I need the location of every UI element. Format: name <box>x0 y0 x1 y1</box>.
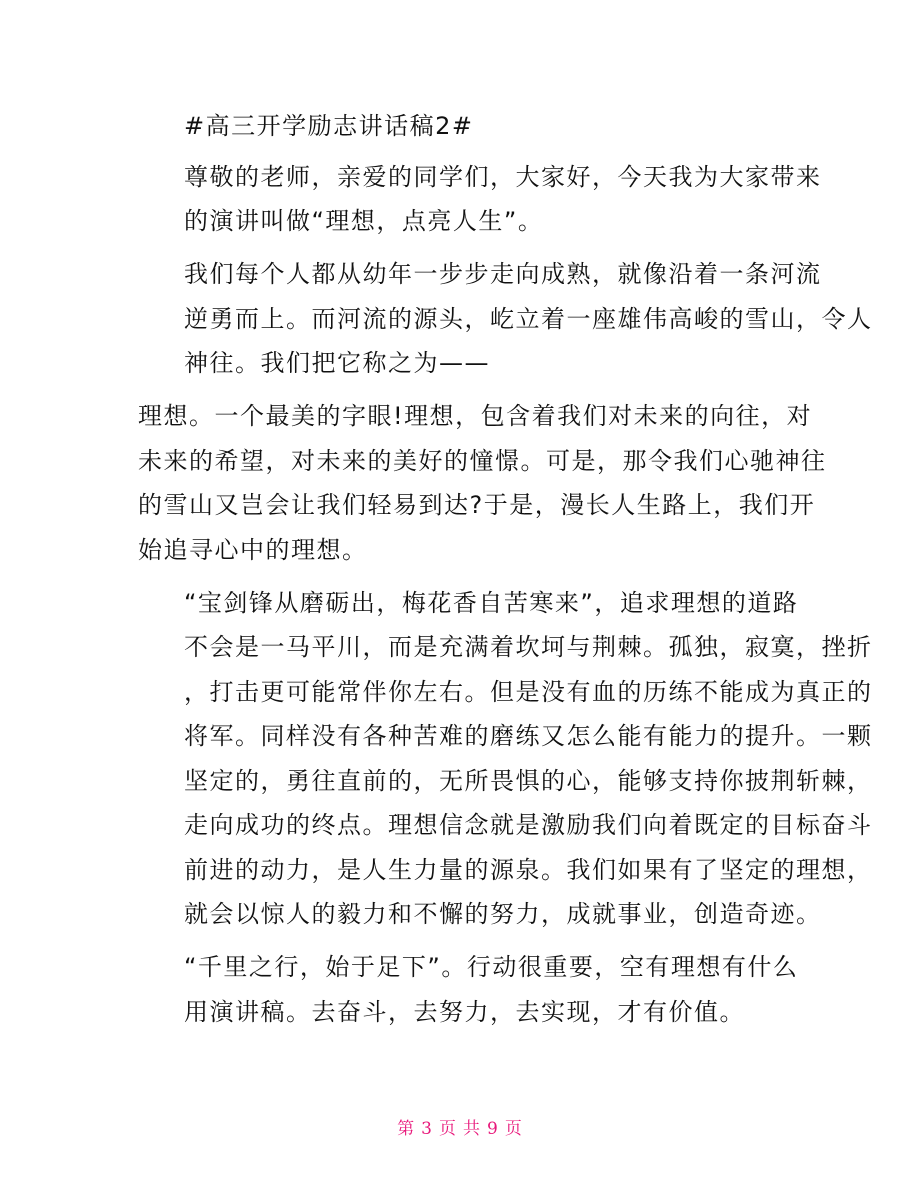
text-line: “宝剑锋从磨砺出，梅花香自苦寒来”，追求理想的道路 <box>184 588 799 617</box>
text-line: 坚定的，勇往直前的，无所畏惧的心，能够支持你披荆斩棘， <box>184 766 873 795</box>
text-line: 始追寻心中的理想。 <box>138 535 368 564</box>
paragraph-sword <box>138 581 873 937</box>
text-line: 就会以惊人的毅力和不懈的努力，成就事业，创造奇迹。 <box>184 900 822 928</box>
paragraph-action <box>138 945 799 1034</box>
footer-prefix: 第 <box>397 1119 416 1139</box>
footer-total-label: 共 <box>463 1119 481 1139</box>
paragraph-river <box>138 252 873 386</box>
text-line: 我们每个人都从幼年一步步走向成熟，就像沿着一条河流 <box>184 260 822 288</box>
document-body <box>138 104 873 1043</box>
text-line: 的演讲叫做“理想，点亮人生”。 <box>184 207 544 235</box>
footer-page-word: 页 <box>439 1119 457 1139</box>
text-line: 将军。同样没有各种苦难的磨练又怎么能有能力的提升。一颗 <box>184 722 873 750</box>
total-page-count: 9 <box>487 1119 499 1139</box>
text-line: 的雪山又岂会让我们轻易到达?于是，漫长人生路上，我们开 <box>138 491 816 519</box>
text-line: ，打击更可能常伴你左右。但是没有血的历练不能成为真正的 <box>184 677 873 706</box>
document-title: #高三开学励志讲话稿2# <box>184 112 474 140</box>
text-line: 走向成功的终点。理想信念就是激励我们向着既定的目标奋斗 <box>184 811 873 839</box>
text-line: “千里之行，始于足下”。行动很重要，空有理想有什么 <box>184 953 799 981</box>
text-line: 不会是一马平川，而是充满着坎坷与荆棘。孤独，寂寞，挫折 <box>184 633 873 661</box>
text-line: 理想。一个最美的字眼!理想，包含着我们对未来的向往，对 <box>138 402 813 430</box>
text-line: 尊敬的老师，亲爱的同学们，大家好，今天我为大家带来 <box>184 162 822 191</box>
footer-suffix: 页 <box>504 1119 523 1139</box>
text-line: 神往。我们把它称之为—— <box>184 349 490 377</box>
page-footer <box>0 1114 920 1139</box>
text-line: 前进的动力，是人生力量的源泉。我们如果有了坚定的理想， <box>184 855 873 884</box>
current-page-number: 3 <box>421 1119 433 1139</box>
paragraph-ideal <box>138 394 827 572</box>
paragraph-greeting <box>138 155 822 244</box>
text-line: 用演讲稿。去奋斗，去努力，去实现，才有价值。 <box>184 997 745 1026</box>
text-line: 未来的希望，对未来的美好的憧憬。可是，那令我们心驰神往 <box>138 446 827 475</box>
text-line: 逆勇而上。而河流的源头，屹立着一座雄伟高峻的雪山，令人 <box>184 304 873 333</box>
